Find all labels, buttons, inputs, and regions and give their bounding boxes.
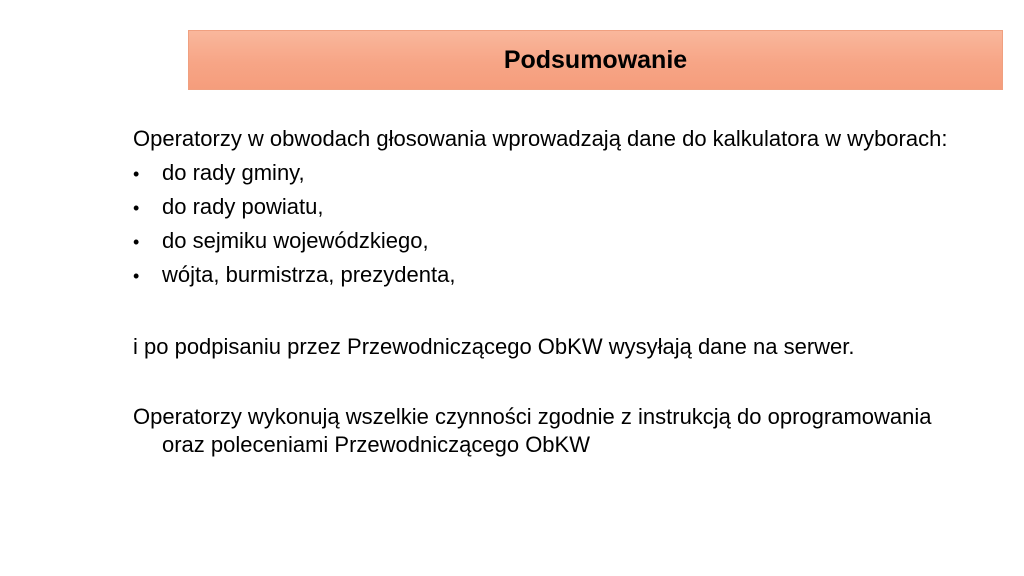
spacer: [133, 295, 963, 333]
send-data-paragraph: i po podpisaniu przez Przewodniczącego ObKW wysyłają dane na serwer.: [133, 334, 855, 359]
list-item: [133, 193, 963, 227]
bullet-icon: •: [133, 198, 140, 218]
slide-title: Podsumowanie: [503, 45, 688, 74]
spacer: [133, 361, 963, 403]
bullet-icon: •: [133, 266, 140, 286]
list-item-text: do rady powiatu,: [162, 194, 324, 219]
slide-body: [133, 125, 963, 459]
list-item-text: wójta, burmistrza, prezydenta,: [162, 262, 456, 287]
instructions-paragraph: Operatorzy wykonują wszelkie czynności zgodnie z instrukcją do oprogramowania oraz poleceniami Przewodniczącego ObKW: [133, 404, 932, 457]
list-item: [133, 227, 963, 261]
list-item-text: do rady gminy,: [162, 160, 305, 185]
list-item: [133, 159, 963, 193]
intro-paragraph: Operatorzy w obwodach głosowania wprowadzają dane do kalkulatora w wyborach:: [133, 126, 948, 151]
list-item: [133, 261, 963, 295]
slide-title-banner: [188, 30, 1003, 90]
election-type-list: [133, 159, 963, 295]
bullet-icon: •: [133, 232, 140, 252]
bullet-icon: •: [133, 164, 140, 184]
list-item-text: do sejmiku wojewódzkiego,: [162, 228, 429, 253]
